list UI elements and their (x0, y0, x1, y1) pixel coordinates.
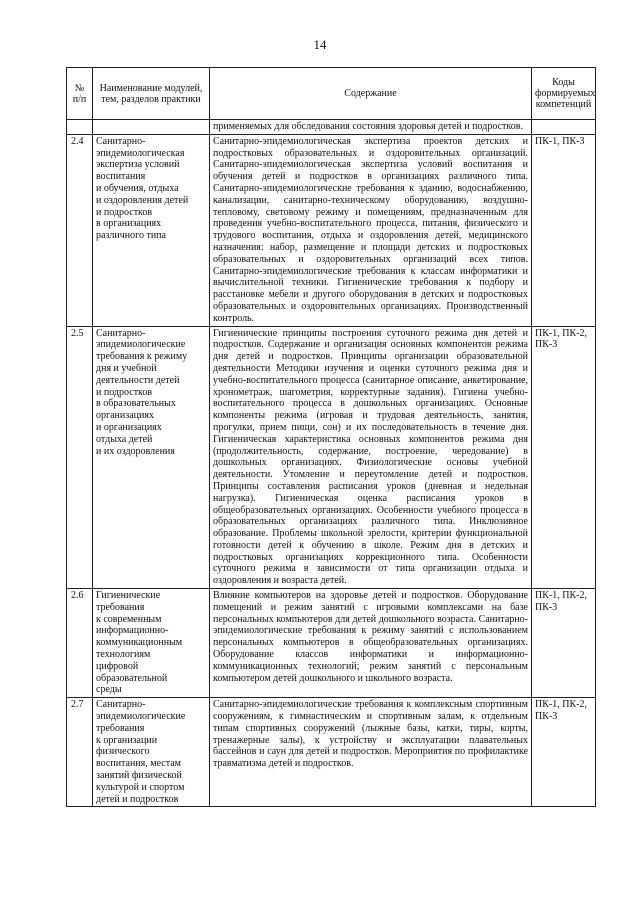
continuation-num (67, 120, 93, 135)
row-module: Санитарно- эпидемиологические требования к организации физического воспитания, местам занятий физической культурой и спортом детей и подростков (93, 698, 210, 807)
row-content: Санитарно-эпидемиологические требования к комплексным спортивным сооружениям, к гимнастическим и спортивным залам, к отдельным типам спортивных сооружений (лыжные базы, катки, тиры, корты, тренажерные залы), к устройству и эксплуатации плавательных бассейнов и саун для детей и подростков. Мероприятия по профилактике травматизма детей и подростков. (210, 698, 532, 807)
table-row (67, 589, 596, 698)
continuation-row (67, 120, 596, 135)
row-module: Санитарно- эпидемиологические требования к режиму дня и учебной деятельности детей и подростков в образовательных организациях и организациях отдыха детей и их оздоровления (93, 326, 210, 589)
row-codes: ПК-1, ПК-3 (532, 134, 596, 326)
table-row (67, 698, 596, 807)
row-content: Санитарно-эпидемиологическая экспертиза проектов детских и подростковых образовательных и оздоровительных организаций. Санитарно-эпидемиологическая экспертиза условий воспитания и обучения детей и подростков в организациях различного типа. Санитарно-эпидемиологические требования к зданию, водоснабжению, канализации, санитарно-техническому оборудованию, воздушно-тепловому, световому режиму и помещениям, предназначенным для проведения учебно-воспитательного процесса, питания, физического и трудового воспитания, отдыха и оздоровления детей, медицинского назначения: набор, размещение и площади детских и подростковых образовательных и оздоровительных организаций всех типов. Санитарно-эпидемиологические требования к классам информатики и вычислительной техники. Гигиенические требования к подбору и расстановке мебели и другого оборудования в детских и подростковых образовательных и оздоровительных организациях. Производственный контроль. (210, 134, 532, 326)
header-num: № п/п (67, 68, 93, 120)
continuation-content: применяемых для обследования состояния здоровья детей и подростков. (210, 120, 532, 135)
row-content: Гигиенические принципы построения суточного режима дня детей и подростков. Содержание и организация основных компонентов режима дня детей и подростков. Принципы организации образовательной деятельности Методики изучения и оценки суточного режима дня и учебно-воспитательного процесса (санитарное описание, анкетирование, хронометраж, шагометрия, корректурные задания). Гигиена учебно-воспитательного процесса в дошкольных организациях. Основные компоненты режима (игровая и трудовая деятельность, занятия, прогулки, прием пищи, сон) и их последовательность в течение дня. Гигиеническая характеристика основных компонентов режима дня (продолжительность, содержание, построение, чередование) в дошкольных организациях. Физиологические основы учебной деятельности. Утомление и переутомление детей и подростков. Принципы составления расписания уроков (дневная и недельная нагрузка). Гигиеническая оценка расписания уроков в общеобразовательных организациях. Особенности учебного процесса в образовательных организациях различного типа. Инклюзивное образование. Проблемы школьной зрелости, критерии функциональной готовности детей к обучению в школе. Режим дня в детских и подростковых организациях коррекционного типа. Особенности суточного режима в зависимости от типа организации отдыха и оздоровления и возраста детей. (210, 326, 532, 589)
header-modules: Наименование модулей, тем, разделов практики (93, 68, 210, 120)
page-number: 14 (313, 37, 327, 52)
table-row (67, 134, 596, 326)
table-header-row (67, 68, 596, 120)
row-content: Влияние компьютеров на здоровье детей и подростков. Оборудование помещений и режим занятий с игровыми комплексами на базе персональных компьютеров для детей дошкольного возраста. Санитарно-эпидемиологические требования к режиму занятий с использованием персональных компьютеров в общеобразовательных организациях. Оборудование классов информатики и информационно-коммуникационных технологий; режим занятий с персональным компьютером детей дошкольного и школьного возраста. (210, 589, 532, 698)
row-codes: ПК-1, ПК-2, ПК-3 (532, 589, 596, 698)
continuation-codes (532, 120, 596, 135)
row-module: Гигиенические требования к современным информационно- коммуникационным технологиям цифровой образовательной среды (93, 589, 210, 698)
row-number: 2.5 (67, 326, 93, 589)
row-number: 2.7 (67, 698, 93, 807)
header-content: Содержание (210, 68, 532, 120)
continuation-module (93, 120, 210, 135)
table-row (67, 326, 596, 589)
practice-table (66, 67, 596, 807)
header-codes: Коды формируемых компетенций (532, 68, 596, 120)
row-number: 2.6 (67, 589, 93, 698)
row-codes: ПК-1, ПК-2, ПК-3 (532, 326, 596, 589)
row-module: Санитарно- эпидемиологическая экспертиза условий воспитания и обучения, отдыха и оздоровления детей и подростков в организациях различного типа (93, 134, 210, 326)
row-number: 2.4 (67, 134, 93, 326)
row-codes: ПК-1, ПК-2, ПК-3 (532, 698, 596, 807)
